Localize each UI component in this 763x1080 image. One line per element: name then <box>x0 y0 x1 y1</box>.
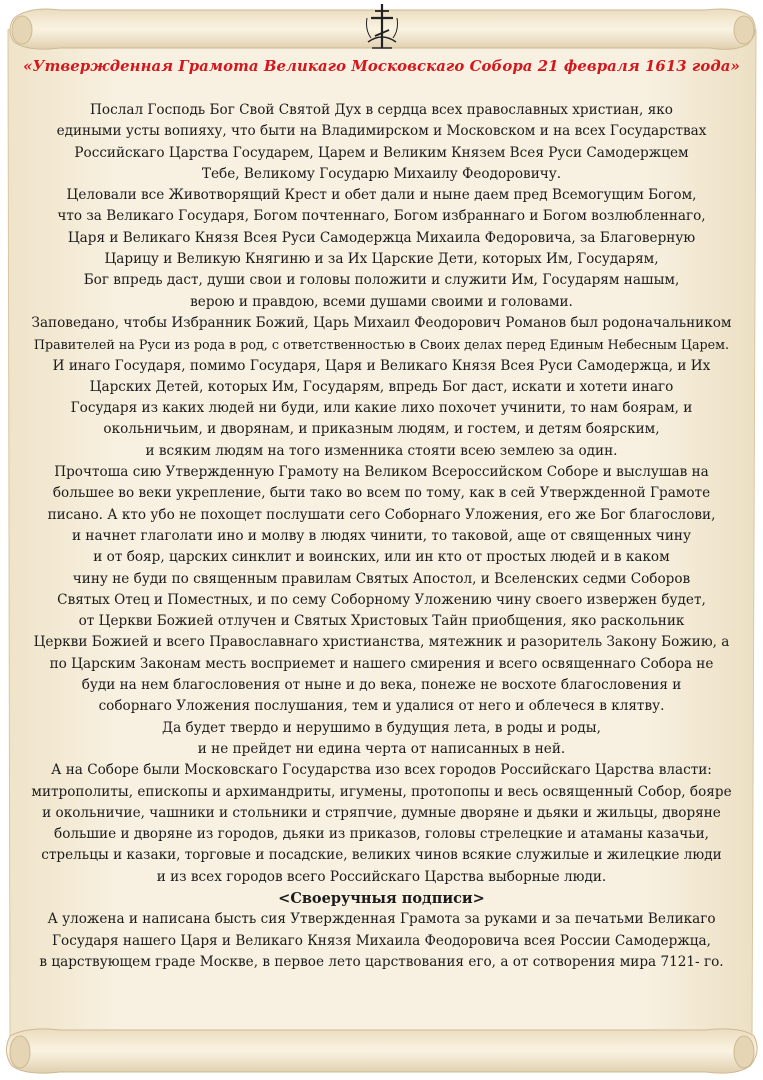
closing-line: А уложена и написана бысть сия Утвержденная Грамота за руками и за печатьми Великаго <box>47 911 716 928</box>
charter-text <box>30 100 733 973</box>
text-line: окольничьим, и дворянам, и приказным людям, и гостем, и детям боярским, <box>103 421 660 438</box>
text-line: Царицу и Великую Княгиню и за Их Царские Дети, которых Им, Государям, <box>104 251 659 268</box>
text-line: и не прейдет ни едина черта от написанных в ней. <box>197 740 566 757</box>
signatures-heading: <Своеручныя подписи> <box>278 889 485 907</box>
text-line: Царских Детей, которых Им, Государям, впредь Бог даст, искати и хотети инаго <box>89 378 674 395</box>
text-line: что за Великаго Государя, Богом почтеннаго, Богом избраннаго и Богом возлюбленнаго, <box>57 208 706 225</box>
text-line: и окольничие, чашники и стольники и стряпчие, думные дворяне и дьяки и жильцы, дворяне <box>42 804 721 821</box>
text-line: Целовали все Животворящий Крест и обет дали и ныне даем пред Всемогущим Богом, <box>66 187 697 204</box>
text-line: Церкви Божией и всего Православнаго христианства, мятежник и разоритель Закону Божию, а <box>33 634 730 651</box>
closing-line: Государя нашего Царя и Великаго Князя Михаила Феодоровича всея России Самодержца, <box>52 932 711 949</box>
text-line: Послал Господь Бог Свой Святой Дух в сердца всех православных христиан, яко <box>90 102 673 118</box>
text-line: и всяким людям на того изменника стояти всею землею за один. <box>145 442 618 459</box>
text-line: большее во веки укрепление, быти тако во всем по тому, как в сей Утвержденной Грамоте <box>52 485 711 502</box>
text-line: Да будет твердо и нерушимо в будущия лета, в роды и роды, <box>162 719 601 736</box>
closing-line: в царствующем граде Москве, в первое лето царствования его, а от сотворения мира 7121- го. <box>39 953 724 970</box>
text-line: и начнет глаголати ино и молву в людях чинити, то таковой, аще от священных чину <box>72 527 691 544</box>
text-line: Тебе, Великому Государю Михаилу Феодоровичу. <box>201 165 562 182</box>
text-line: А на Соборе были Московскаго Государства изо всех городов Российскаго Царства власти: <box>51 762 712 779</box>
text-line: Святых Отец и Поместных, и по сему Соборному Уложению чину своего извержен будет, <box>57 591 706 608</box>
text-line: Правителей на Руси из рода в род, с ответственностью в Своих делах перед Единым Небесным Царем. <box>33 337 730 353</box>
text-line: и из всех городов всего Российскаго Царства выборные люди. <box>156 868 607 885</box>
text-line: Царя и Великаго Князя Всея Руси Самодержца Михаила Федоровича, за Благоверную <box>67 229 696 246</box>
text-line: Заповедано, чтобы Избранник Божий, Царь Михаил Феодорович Романов был родоначальником <box>31 314 732 331</box>
text-line: верою и правдою, всеми душами своими и головами. <box>190 293 573 310</box>
text-line: большие и дворяне из городов, дьяки из приказов, головы стрелецкие и атаманы казачьи, <box>54 826 709 843</box>
text-line: от Церкви Божией отлучен и Святых Христовых Тайн приобщения, яко раскольник <box>78 613 685 630</box>
text-line: И инаго Государя, помимо Государя, Царя и Великаго Князя Всея Руси Самодержца, и Их <box>52 357 711 374</box>
text-line: писано. А кто убо не похощет послушати сего Соборнаго Уложения, его же Бог благослови, <box>47 506 716 523</box>
text-line: едиными усты вопияху, что быти на Владимирском и Московском и на всех Государствах <box>56 123 707 140</box>
text-line: и от бояр, царских синклит и воинских, или ин кто от простых людей и в каком <box>93 549 670 566</box>
text-line: Прочтоша сию Утвержденную Грамоту на Великом Всероссийском Соборе и выслушав на <box>54 464 709 481</box>
text-line: стрельцы и казаки, торговые и посадские, великих чинов всякие служилые и жилецкие люди <box>41 847 722 864</box>
text-line: буди на нем благословения от ныне и до века, понеже не восхоте благословения и <box>81 677 682 694</box>
orthodox-cross-emblem-icon <box>363 2 401 52</box>
text-line: Российскаго Царства Государем, Царем и Великим Князем Всея Руси Самодержцем <box>74 144 689 161</box>
text-line: Государя из каких людей ни буди, или какие лихо похочет учинити, то нам боярам, и <box>70 400 693 417</box>
document-title: «Утвержденная Грамота Великаго Московскаго Собора 21 февраля 1613 года» <box>23 58 740 75</box>
text-line: Бог впредь даст, души свои и головы положити и служити Им, Государям нашым, <box>83 272 680 289</box>
text-line: чину не буди по священным правилам Святых Апостол, и Вселенских седми Соборов <box>72 570 691 587</box>
text-line: по Царским Законам месть восприемет и нашего смирения и всего освященнаго Собора не <box>49 655 714 672</box>
text-line: митрополиты, епископы и архимандриты, игумены, протопопы и весь освященный Собор, бояре <box>31 783 732 800</box>
text-line: соборнаго Уложения послушания, тем и удалися от него и облечеся в клятву. <box>98 698 665 715</box>
